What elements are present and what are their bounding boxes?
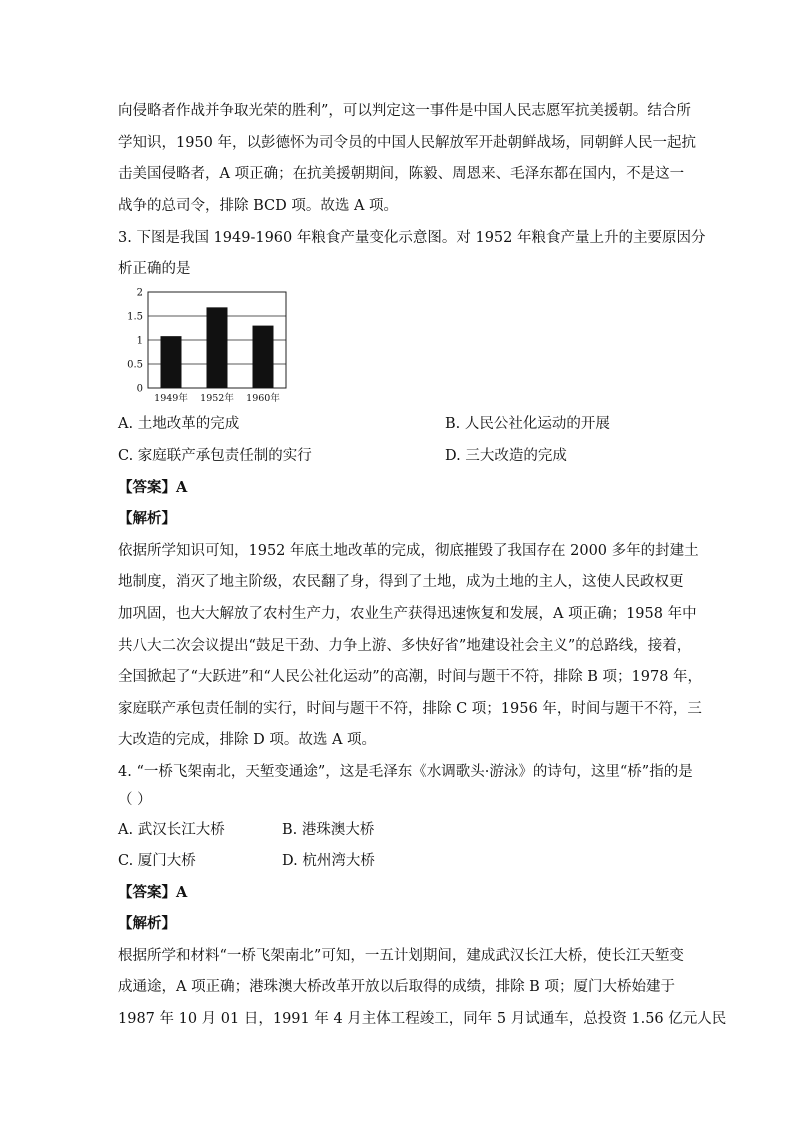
y-tick-label: 0.5 [127,359,143,371]
q3-analysis-line-7: 大改造的完成，排除 D 项。故选 A 项。 [118,732,377,748]
q3-analysis-line-1: 依据所学知识可知，1952 年底土地改革的完成，彻底摧毁了我国存在 2000 多年的封建土 [118,543,699,559]
q3-stem-line-1: 3. 下图是我国 1949-1960 年粮食产量变化示意图。对 1952 年粮食产量上升的主要原因分 [118,230,706,246]
q3-analysis-line-4: 共八大二次会议提出“鼓足干劲、力争上游、多快好省”地建设社会主义”的总路线，接着， [118,638,692,654]
q4-stem-line-2: （ ） [118,792,152,808]
y-tick-label: 0 [136,383,143,395]
q3-option-c: C. 家庭联产承包责任制的实行 [118,448,312,464]
q4-analysis-line-2: 成通途，A 项正确；港珠澳大桥改革开放以后取得的成绩，排除 B 项；厦门大桥始建于 [118,979,675,995]
q4-option-b: B. 港珠澳大桥 [282,822,375,838]
q3-analysis-heading: 【解析】 [118,510,176,527]
grain-output-bar-chart [126,284,296,406]
bar-1 [161,336,182,388]
q4-stem-line-1: 4. “一桥飞架南北，天堑变通途”，这是毛泽东《水调歌头·游泳》的诗句，这里“桥”指的是 [118,764,693,780]
q3-option-a: A. 土地改革的完成 [118,416,240,432]
q2-analysis-line-3: 击美国侵略者，A 项正确；在抗美援朝期间，陈毅、周恩来、毛泽东都在国内，不是这一 [118,166,685,182]
q3-analysis-line-5: 全国掀起了“大跃进”和“人民公社化运动”的高潮，时间与题干不符，排除 B 项；1978 年， [118,669,703,685]
q3-answer: 【答案】A [118,479,188,496]
q4-analysis-line-3: 1987 年 10 月 01 日，1991 年 4 月主体工程竣工，同年 5 月试通车，总投资 1.56 亿元人民 [118,1011,727,1027]
y-tick-label: 1 [136,335,143,347]
q4-option-a: A. 武汉长江大桥 [118,822,225,838]
bar-3 [253,326,274,388]
q2-analysis-line-1: 向侵略者作战并争取光荣的胜利”，可以判定这一事件是中国人民志愿军抗美援朝。结合所 [118,103,691,119]
q4-option-c: C. 厦门大桥 [118,853,196,869]
q3-analysis-line-6: 家庭联产承包责任制的实行，时间与题干不符，排除 C 项；1956 年，时间与题干不符，三 [118,701,702,717]
q3-analysis-line-2: 地制度，消灭了地主阶级，农民翻了身，得到了土地，成为土地的主人，这使人民政权更 [118,574,684,590]
q4-analysis-line-1: 根据所学和材料“一桥飞架南北”可知，一五计划期间，建成武汉长江大桥，使长江天堑变 [118,948,684,964]
x-tick-label: 1949年 [154,393,188,404]
q4-analysis-heading: 【解析】 [118,915,176,932]
q3-option-d: D. 三大改造的完成 [445,448,567,464]
y-tick-label: 2 [136,287,143,299]
q3-stem-line-2: 析正确的是 [118,261,191,277]
q2-analysis-line-2: 学知识，1950 年，以彭德怀为司令员的中国人民解放军开赴朝鲜战场，同朝鲜人民一起抗 [118,135,697,151]
x-tick-label: 1952年 [200,393,234,404]
q2-analysis-line-4: 战争的总司令，排除 BCD 项。故选 A 项。 [118,198,399,214]
bar-2 [207,307,228,388]
y-tick-label: 1.5 [127,311,143,323]
q3-option-b: B. 人民公社化运动的开展 [445,416,610,432]
q3-analysis-line-3: 加巩固，也大大解放了农村生产力，农业生产获得迅速恢复和发展，A 项正确；1958 年中 [118,606,697,622]
q4-option-d: D. 杭州湾大桥 [282,853,375,869]
x-tick-label: 1960年 [246,393,280,404]
q4-answer: 【答案】A [118,884,188,901]
